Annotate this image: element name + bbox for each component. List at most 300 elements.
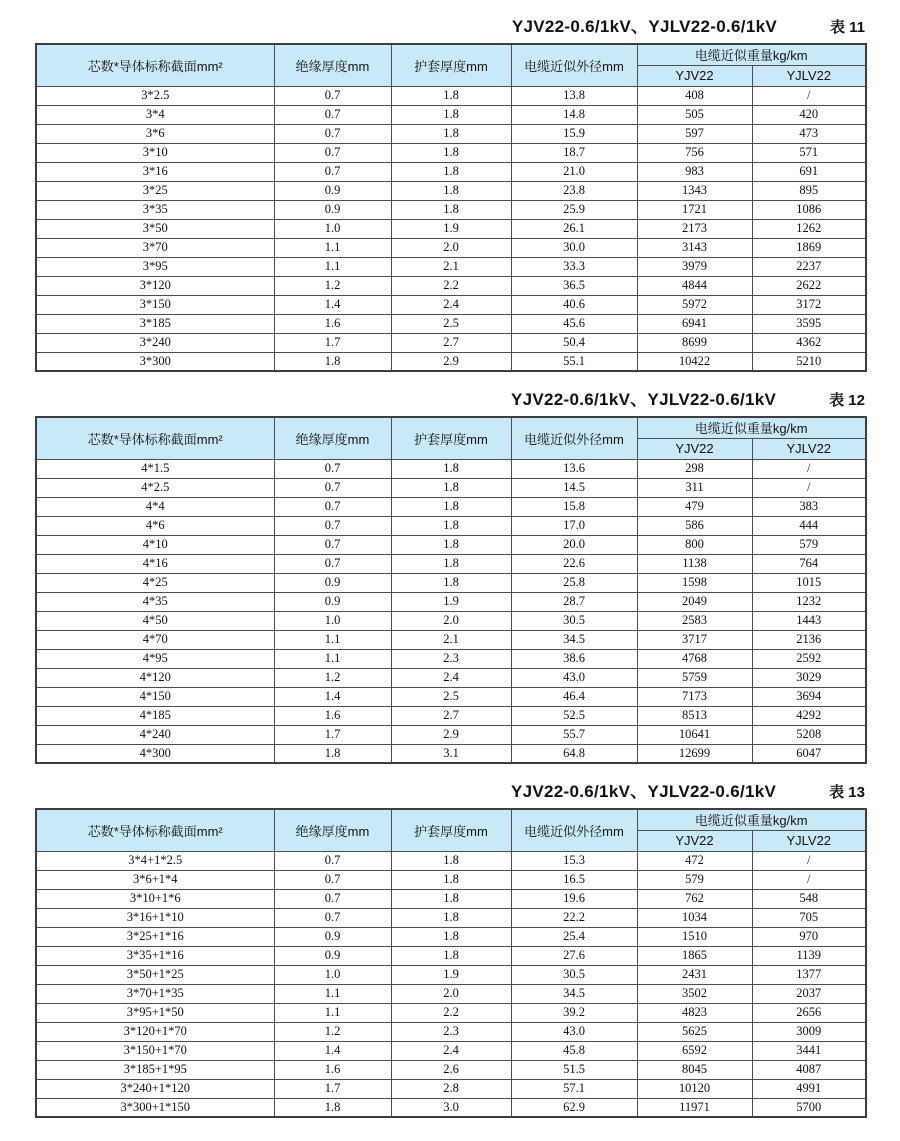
table-cell: 2.3 bbox=[391, 649, 511, 668]
table-cell: 4*240 bbox=[36, 725, 274, 744]
table-cell: 1034 bbox=[637, 908, 752, 927]
table-cell: 579 bbox=[637, 870, 752, 889]
table-cell: 2037 bbox=[752, 984, 866, 1003]
table-cell: 691 bbox=[752, 162, 866, 181]
table-cell: 10422 bbox=[637, 352, 752, 371]
table-cell: 52.5 bbox=[511, 706, 637, 725]
table-cell: 383 bbox=[752, 497, 866, 516]
col-header-insulation: 绝缘厚度mm bbox=[274, 417, 391, 459]
col-header-sheath: 护套厚度mm bbox=[391, 417, 511, 459]
table-cell: 3*35+1*16 bbox=[36, 946, 274, 965]
table-cell: 45.6 bbox=[511, 314, 637, 333]
table-row bbox=[36, 687, 866, 706]
table-cell: 1086 bbox=[752, 200, 866, 219]
table-cell: 1.1 bbox=[274, 630, 391, 649]
table-cell: 5625 bbox=[637, 1022, 752, 1041]
table-row bbox=[36, 630, 866, 649]
table-row bbox=[36, 706, 866, 725]
table-cell: 2.4 bbox=[391, 1041, 511, 1060]
table-cell: 505 bbox=[637, 105, 752, 124]
col-header-yjv22: YJV22 bbox=[637, 830, 752, 851]
table-cell: 1.2 bbox=[274, 668, 391, 687]
table-cell: 18.7 bbox=[511, 143, 637, 162]
table-cell: 5700 bbox=[752, 1098, 866, 1117]
table-row bbox=[36, 1060, 866, 1079]
table-cell: 13.8 bbox=[511, 86, 637, 105]
table-row bbox=[36, 497, 866, 516]
table-cell: 3*300 bbox=[36, 352, 274, 371]
table-cell: 1.2 bbox=[274, 1022, 391, 1041]
table-cell: 1377 bbox=[752, 965, 866, 984]
table-cell: 23.8 bbox=[511, 181, 637, 200]
table-cell: 5759 bbox=[637, 668, 752, 687]
table-cell: 30.5 bbox=[511, 965, 637, 984]
table-cell: 3*95+1*50 bbox=[36, 1003, 274, 1022]
table-cell: / bbox=[752, 870, 866, 889]
table-cell: 0.9 bbox=[274, 927, 391, 946]
table-cell: 43.0 bbox=[511, 1022, 637, 1041]
table-cell: 1.8 bbox=[391, 497, 511, 516]
table-cell: 55.1 bbox=[511, 352, 637, 371]
table-cell: 1.4 bbox=[274, 687, 391, 706]
table-row bbox=[36, 965, 866, 984]
table-cell: 14.5 bbox=[511, 478, 637, 497]
table-cell: 20.0 bbox=[511, 535, 637, 554]
table-cell: 1.8 bbox=[391, 927, 511, 946]
table-cell: 0.7 bbox=[274, 86, 391, 105]
table-cell: 3*4+1*2.5 bbox=[36, 851, 274, 870]
table-cell: 39.2 bbox=[511, 1003, 637, 1022]
table-cell: 8699 bbox=[637, 333, 752, 352]
table-row bbox=[36, 1098, 866, 1117]
table-row bbox=[36, 611, 866, 630]
table-cell: 1262 bbox=[752, 219, 866, 238]
table-cell: 1.7 bbox=[274, 333, 391, 352]
table-cell: 2592 bbox=[752, 649, 866, 668]
table-cell: 2.2 bbox=[391, 1003, 511, 1022]
col-header-cross-section: 芯数*导体标称截面mm² bbox=[36, 417, 274, 459]
table-cell: 1.1 bbox=[274, 257, 391, 276]
header-row-main bbox=[36, 417, 866, 438]
table-cell: 7173 bbox=[637, 687, 752, 706]
table-cell: 579 bbox=[752, 535, 866, 554]
table-cell: 38.6 bbox=[511, 649, 637, 668]
table-cell: 1.8 bbox=[391, 86, 511, 105]
table-title: YJV22-0.6/1kV、YJLV22-0.6/1kV bbox=[511, 390, 777, 409]
table-cell: 0.9 bbox=[274, 946, 391, 965]
table-cell: 1.8 bbox=[391, 554, 511, 573]
table-cell: 3694 bbox=[752, 687, 866, 706]
table-cell: 15.9 bbox=[511, 124, 637, 143]
table-cell: 4*25 bbox=[36, 573, 274, 592]
table-cell: 3*95 bbox=[36, 257, 274, 276]
table-cell: 1.0 bbox=[274, 965, 391, 984]
table-cell: 3*240+1*120 bbox=[36, 1079, 274, 1098]
col-header-weight-group: 电缆近似重量kg/km bbox=[637, 44, 866, 65]
col-header-yjlv22: YJLV22 bbox=[752, 438, 866, 459]
table-cell: 3*2.5 bbox=[36, 86, 274, 105]
cable-spec-table bbox=[35, 808, 867, 1118]
table-cell: 3717 bbox=[637, 630, 752, 649]
table-number: 表 13 bbox=[829, 784, 865, 801]
table-cell: 2.2 bbox=[391, 276, 511, 295]
table-row bbox=[36, 649, 866, 668]
table-cell: 3*16+1*10 bbox=[36, 908, 274, 927]
table-cell: 756 bbox=[637, 143, 752, 162]
col-header-yjlv22: YJLV22 bbox=[752, 65, 866, 86]
table-row bbox=[36, 984, 866, 1003]
table-cell: 586 bbox=[637, 516, 752, 535]
table-cell: 420 bbox=[752, 105, 866, 124]
table-row bbox=[36, 1041, 866, 1060]
table-row bbox=[36, 1003, 866, 1022]
table-cell: 2.9 bbox=[391, 725, 511, 744]
table-cell: 1.8 bbox=[391, 535, 511, 554]
col-header-yjv22: YJV22 bbox=[637, 65, 752, 86]
table-cell: 22.2 bbox=[511, 908, 637, 927]
table-row bbox=[36, 668, 866, 687]
table-cell: 3*50+1*25 bbox=[36, 965, 274, 984]
table-row bbox=[36, 535, 866, 554]
table-row bbox=[36, 333, 866, 352]
table-row bbox=[36, 162, 866, 181]
table-cell: 472 bbox=[637, 851, 752, 870]
table-cell: 983 bbox=[637, 162, 752, 181]
table-cell: 1.8 bbox=[391, 181, 511, 200]
table-cell: 2.8 bbox=[391, 1079, 511, 1098]
table-cell: 800 bbox=[637, 535, 752, 554]
table-cell: 1139 bbox=[752, 946, 866, 965]
table-cell: / bbox=[752, 851, 866, 870]
cable-spec-table bbox=[35, 416, 867, 764]
table-cell: 46.4 bbox=[511, 687, 637, 706]
table-title-row bbox=[35, 12, 865, 34]
table-cell: 4*50 bbox=[36, 611, 274, 630]
table-cell: 3*6 bbox=[36, 124, 274, 143]
col-header-insulation: 绝缘厚度mm bbox=[274, 809, 391, 851]
table-cell: / bbox=[752, 459, 866, 478]
table-cell: 4*6 bbox=[36, 516, 274, 535]
table-row bbox=[36, 459, 866, 478]
table-cell: 2.7 bbox=[391, 333, 511, 352]
table-cell: 1.0 bbox=[274, 611, 391, 630]
table-block bbox=[35, 12, 865, 372]
table-cell: 1.1 bbox=[274, 649, 391, 668]
table-cell: 0.7 bbox=[274, 516, 391, 535]
table-cell: 62.9 bbox=[511, 1098, 637, 1117]
table-cell: 17.0 bbox=[511, 516, 637, 535]
table-row bbox=[36, 143, 866, 162]
table-body bbox=[36, 86, 866, 371]
table-header bbox=[36, 417, 866, 459]
table-header bbox=[36, 809, 866, 851]
table-cell: 1.8 bbox=[391, 478, 511, 497]
table-cell: 4*95 bbox=[36, 649, 274, 668]
table-cell: 3143 bbox=[637, 238, 752, 257]
table-cell: 14.8 bbox=[511, 105, 637, 124]
table-cell: 3*120 bbox=[36, 276, 274, 295]
col-header-insulation: 绝缘厚度mm bbox=[274, 44, 391, 86]
table-cell: 1.1 bbox=[274, 984, 391, 1003]
table-cell: 12699 bbox=[637, 744, 752, 763]
table-cell: 895 bbox=[752, 181, 866, 200]
table-row bbox=[36, 276, 866, 295]
table-cell: 22.6 bbox=[511, 554, 637, 573]
table-cell: 34.5 bbox=[511, 630, 637, 649]
table-cell: 705 bbox=[752, 908, 866, 927]
table-cell: 2431 bbox=[637, 965, 752, 984]
table-title-row bbox=[35, 385, 865, 407]
table-number: 表 12 bbox=[829, 392, 865, 409]
table-cell: 0.7 bbox=[274, 124, 391, 143]
table-cell: 3009 bbox=[752, 1022, 866, 1041]
table-cell: 2.0 bbox=[391, 611, 511, 630]
table-cell: 55.7 bbox=[511, 725, 637, 744]
table-cell: 0.9 bbox=[274, 200, 391, 219]
table-cell: 64.8 bbox=[511, 744, 637, 763]
table-cell: 1.8 bbox=[274, 1098, 391, 1117]
table-cell: 1.2 bbox=[274, 276, 391, 295]
table-cell: 3*70+1*35 bbox=[36, 984, 274, 1003]
table-cell: 3*4 bbox=[36, 105, 274, 124]
table-cell: 2.1 bbox=[391, 257, 511, 276]
table-cell: 2237 bbox=[752, 257, 866, 276]
table-cell: 1.8 bbox=[391, 162, 511, 181]
table-cell: 4*150 bbox=[36, 687, 274, 706]
table-cell: 5208 bbox=[752, 725, 866, 744]
table-cell: 1443 bbox=[752, 611, 866, 630]
table-cell: 1.6 bbox=[274, 314, 391, 333]
table-cell: 4991 bbox=[752, 1079, 866, 1098]
table-cell: 1.8 bbox=[274, 352, 391, 371]
table-cell: 479 bbox=[637, 497, 752, 516]
header-row-main bbox=[36, 809, 866, 830]
table-cell: 1.8 bbox=[391, 889, 511, 908]
table-cell: 11971 bbox=[637, 1098, 752, 1117]
table-cell: 408 bbox=[637, 86, 752, 105]
table-cell: / bbox=[752, 478, 866, 497]
table-cell: 3*35 bbox=[36, 200, 274, 219]
table-cell: 33.3 bbox=[511, 257, 637, 276]
table-body bbox=[36, 459, 866, 763]
table-cell: 4087 bbox=[752, 1060, 866, 1079]
table-cell: / bbox=[752, 86, 866, 105]
table-cell: 1.7 bbox=[274, 1079, 391, 1098]
table-cell: 25.8 bbox=[511, 573, 637, 592]
table-cell: 3.1 bbox=[391, 744, 511, 763]
table-cell: 2.4 bbox=[391, 295, 511, 314]
table-cell: 1.1 bbox=[274, 238, 391, 257]
table-cell: 6941 bbox=[637, 314, 752, 333]
table-cell: 0.7 bbox=[274, 908, 391, 927]
table-row bbox=[36, 573, 866, 592]
table-cell: 3*240 bbox=[36, 333, 274, 352]
table-row bbox=[36, 1022, 866, 1041]
table-cell: 1.6 bbox=[274, 1060, 391, 1079]
table-cell: 4*35 bbox=[36, 592, 274, 611]
table-cell: 548 bbox=[752, 889, 866, 908]
table-cell: 1.8 bbox=[274, 744, 391, 763]
table-cell: 3*16 bbox=[36, 162, 274, 181]
table-cell: 1.8 bbox=[391, 573, 511, 592]
table-cell: 3*10 bbox=[36, 143, 274, 162]
table-cell: 4292 bbox=[752, 706, 866, 725]
table-cell: 4*2.5 bbox=[36, 478, 274, 497]
table-cell: 4*185 bbox=[36, 706, 274, 725]
table-cell: 1.8 bbox=[391, 143, 511, 162]
table-cell: 2.7 bbox=[391, 706, 511, 725]
table-cell: 1232 bbox=[752, 592, 866, 611]
table-row bbox=[36, 851, 866, 870]
table-row bbox=[36, 870, 866, 889]
table-row bbox=[36, 86, 866, 105]
table-cell: 2.6 bbox=[391, 1060, 511, 1079]
col-header-weight-group: 电缆近似重量kg/km bbox=[637, 417, 866, 438]
table-cell: 10641 bbox=[637, 725, 752, 744]
table-title-row bbox=[35, 777, 865, 799]
table-cell: 2.5 bbox=[391, 314, 511, 333]
table-cell: 0.7 bbox=[274, 554, 391, 573]
table-cell: 1.8 bbox=[391, 851, 511, 870]
table-cell: 4*16 bbox=[36, 554, 274, 573]
catalog-page bbox=[0, 12, 900, 1141]
table-cell: 1.8 bbox=[391, 200, 511, 219]
table-cell: 1865 bbox=[637, 946, 752, 965]
table-cell: 15.8 bbox=[511, 497, 637, 516]
col-header-cross-section: 芯数*导体标称截面mm² bbox=[36, 44, 274, 86]
col-header-sheath: 护套厚度mm bbox=[391, 809, 511, 851]
table-row bbox=[36, 105, 866, 124]
table-row bbox=[36, 478, 866, 497]
table-cell: 25.9 bbox=[511, 200, 637, 219]
table-cell: 1.8 bbox=[391, 908, 511, 927]
table-cell: 2.5 bbox=[391, 687, 511, 706]
table-cell: 15.3 bbox=[511, 851, 637, 870]
table-cell: 2.1 bbox=[391, 630, 511, 649]
table-cell: 1.7 bbox=[274, 725, 391, 744]
table-cell: 2622 bbox=[752, 276, 866, 295]
table-cell: 2136 bbox=[752, 630, 866, 649]
table-cell: 3*150 bbox=[36, 295, 274, 314]
table-cell: 1510 bbox=[637, 927, 752, 946]
table-cell: 1.4 bbox=[274, 295, 391, 314]
table-cell: 3*6+1*4 bbox=[36, 870, 274, 889]
table-cell: 4*1.5 bbox=[36, 459, 274, 478]
tables-container bbox=[0, 12, 900, 1118]
table-cell: 10120 bbox=[637, 1079, 752, 1098]
table-cell: 1.9 bbox=[391, 965, 511, 984]
table-cell: 3029 bbox=[752, 668, 866, 687]
table-cell: 3*50 bbox=[36, 219, 274, 238]
table-cell: 1.8 bbox=[391, 516, 511, 535]
table-cell: 2.3 bbox=[391, 1022, 511, 1041]
table-cell: 28.7 bbox=[511, 592, 637, 611]
col-header-yjlv22: YJLV22 bbox=[752, 830, 866, 851]
table-cell: 4823 bbox=[637, 1003, 752, 1022]
table-cell: 36.5 bbox=[511, 276, 637, 295]
table-row bbox=[36, 744, 866, 763]
table-cell: 764 bbox=[752, 554, 866, 573]
table-row bbox=[36, 1079, 866, 1098]
table-cell: 2.0 bbox=[391, 984, 511, 1003]
table-cell: 0.7 bbox=[274, 851, 391, 870]
table-cell: 0.7 bbox=[274, 870, 391, 889]
table-cell: 0.7 bbox=[274, 497, 391, 516]
table-cell: 0.7 bbox=[274, 535, 391, 554]
table-cell: 13.6 bbox=[511, 459, 637, 478]
table-cell: 3*25+1*16 bbox=[36, 927, 274, 946]
table-cell: 3*185+1*95 bbox=[36, 1060, 274, 1079]
table-block bbox=[35, 777, 865, 1118]
table-cell: 25.4 bbox=[511, 927, 637, 946]
table-row bbox=[36, 200, 866, 219]
table-cell: 5210 bbox=[752, 352, 866, 371]
table-cell: 4*300 bbox=[36, 744, 274, 763]
table-cell: 762 bbox=[637, 889, 752, 908]
table-cell: 0.7 bbox=[274, 478, 391, 497]
table-title: YJV22-0.6/1kV、YJLV22-0.6/1kV bbox=[511, 17, 777, 36]
table-cell: 21.0 bbox=[511, 162, 637, 181]
table-cell: 1.8 bbox=[391, 870, 511, 889]
table-cell: 1.0 bbox=[274, 219, 391, 238]
table-cell: 27.6 bbox=[511, 946, 637, 965]
table-cell: 1.8 bbox=[391, 105, 511, 124]
table-cell: 16.5 bbox=[511, 870, 637, 889]
table-cell: 1138 bbox=[637, 554, 752, 573]
table-cell: 5972 bbox=[637, 295, 752, 314]
table-cell: 1598 bbox=[637, 573, 752, 592]
table-cell: 19.6 bbox=[511, 889, 637, 908]
table-cell: 2.4 bbox=[391, 668, 511, 687]
col-header-diameter: 电缆近似外径mm bbox=[511, 417, 637, 459]
table-cell: 34.5 bbox=[511, 984, 637, 1003]
table-cell: 40.6 bbox=[511, 295, 637, 314]
table-row bbox=[36, 314, 866, 333]
table-row bbox=[36, 908, 866, 927]
table-cell: 597 bbox=[637, 124, 752, 143]
table-row bbox=[36, 516, 866, 535]
table-cell: 311 bbox=[637, 478, 752, 497]
table-cell: 2.9 bbox=[391, 352, 511, 371]
table-cell: 1.8 bbox=[391, 124, 511, 143]
table-cell: 1.4 bbox=[274, 1041, 391, 1060]
table-cell: 30.5 bbox=[511, 611, 637, 630]
table-cell: 3*185 bbox=[36, 314, 274, 333]
table-header bbox=[36, 44, 866, 86]
table-row bbox=[36, 295, 866, 314]
table-cell: 3595 bbox=[752, 314, 866, 333]
table-cell: 1343 bbox=[637, 181, 752, 200]
table-cell: 1.8 bbox=[391, 459, 511, 478]
table-cell: 3979 bbox=[637, 257, 752, 276]
table-cell: 3*150+1*70 bbox=[36, 1041, 274, 1060]
table-cell: 50.4 bbox=[511, 333, 637, 352]
table-cell: 6047 bbox=[752, 744, 866, 763]
table-row bbox=[36, 352, 866, 371]
table-cell: 0.9 bbox=[274, 573, 391, 592]
table-row bbox=[36, 889, 866, 908]
table-cell: 45.8 bbox=[511, 1041, 637, 1060]
table-cell: 2173 bbox=[637, 219, 752, 238]
header-row-main bbox=[36, 44, 866, 65]
col-header-diameter: 电缆近似外径mm bbox=[511, 809, 637, 851]
table-cell: 0.9 bbox=[274, 592, 391, 611]
table-cell: 970 bbox=[752, 927, 866, 946]
table-cell: 3172 bbox=[752, 295, 866, 314]
table-row bbox=[36, 181, 866, 200]
table-block bbox=[35, 385, 865, 764]
table-row bbox=[36, 257, 866, 276]
